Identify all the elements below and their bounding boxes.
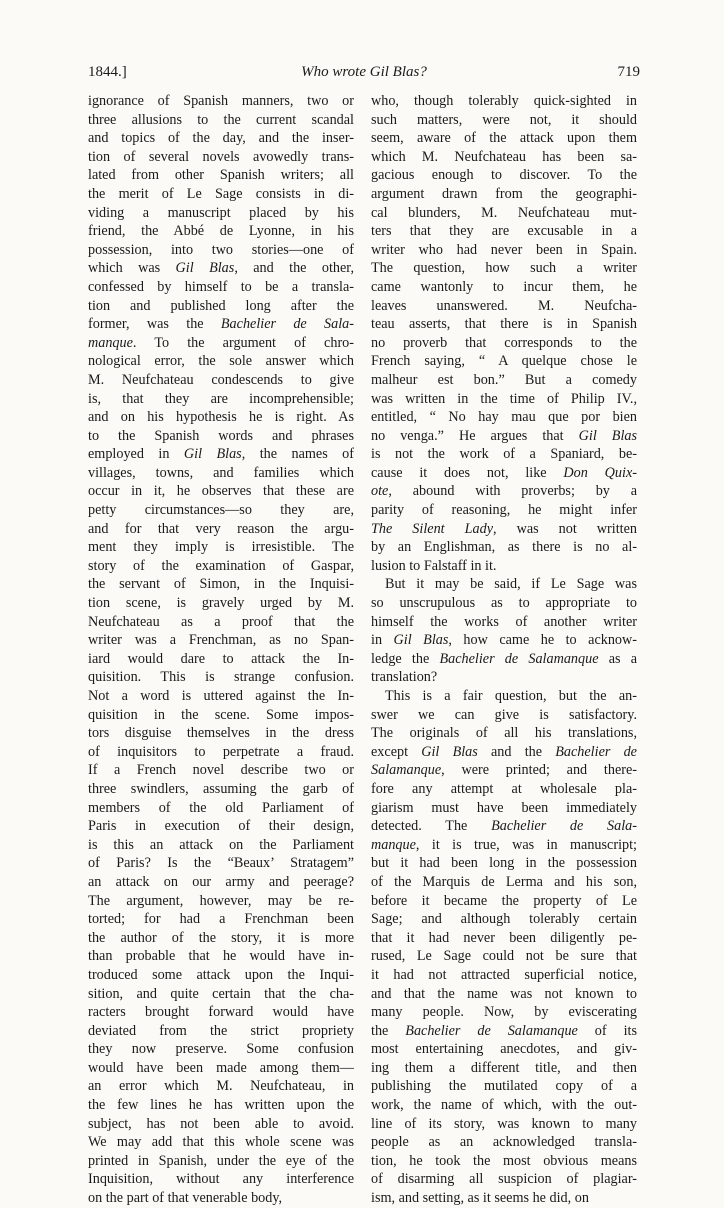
text-line: the servant of Simon, in the Inquisi- (88, 576, 354, 593)
text-line: Sage; and although tolerably certain (371, 911, 637, 928)
text-line: viding a manuscript placed by his (88, 204, 354, 221)
text-line: and topics of the day, and the inser- (88, 130, 354, 147)
text-line: racters brought forward would have (88, 1004, 354, 1021)
text-line: three allusions to the current scandal (88, 111, 354, 128)
text-line: and on his hypothesis he is right. As (88, 409, 354, 426)
text-line: manque. To the argument of chro- (88, 334, 354, 351)
text-line: tors disguise themselves in the dress (88, 725, 354, 742)
text-line: is not the work of a Spaniard, be- (371, 446, 637, 463)
text-line: printed in Spanish, under the eye of the (88, 1152, 354, 1169)
text-line: the Bachelier de Salamanque of its (371, 1022, 637, 1039)
left-column (88, 92, 354, 1208)
text-line: quisition. This is strange confusion. (88, 669, 354, 686)
text-line: The question, how such a writer (371, 260, 637, 277)
text-line: people as an acknowledged transla- (371, 1134, 637, 1151)
text-line: Neufchateau as a proof that the (88, 613, 354, 630)
text-line: than probable that he would have in- (88, 948, 354, 965)
text-line: ism, and setting, as it seems he did, on (371, 1190, 589, 1207)
text-line: The Silent Lady, was not written (371, 520, 637, 537)
text-line: the few lines he has written upon the (88, 1097, 354, 1114)
text-line: This is a fair question, but the an- (385, 688, 637, 704)
text-line: Inquisition, without any interference (88, 1171, 354, 1188)
text-line: fore any attempt at wholesale pla- (371, 780, 637, 797)
text-line: such matters, were not, it should (371, 111, 637, 128)
text-line: leaves unanswered. M. Neufcha- (371, 297, 637, 314)
text-line: The argument, however, may be re- (88, 892, 354, 909)
text-line: is this an attack on the Parliament (88, 836, 354, 853)
text-line: so unscrupulous as to appropriate to (371, 595, 637, 612)
text-line: occur in it, he observes that these are (88, 483, 354, 500)
text-line: cause it does not, like Don Quix- (371, 464, 637, 481)
text-line: deviated from the strict propriety (88, 1022, 354, 1039)
text-line: who, though tolerably quick-sighted in (371, 93, 637, 109)
text-line: and that the name was not known to (371, 985, 637, 1002)
text-line: ledge the Bachelier de Salamanque as a (371, 650, 637, 667)
text-line: But it may be said, if Le Sage was (385, 576, 637, 593)
text-line: the author of the story, it is more (88, 929, 354, 946)
text-line: the merit of Le Sage consists in di- (88, 185, 354, 202)
text-line: ment they imply is irresistible. The (88, 539, 354, 556)
text-line: manque, it is true, was in manuscript; (371, 836, 637, 853)
text-line: of disarming all suspicion of plagiar- (371, 1171, 637, 1188)
text-line: tion scene, is gravely urged by M. (88, 595, 354, 612)
text-line: they now preserve. Some confusion (88, 1041, 354, 1058)
text-line: tion of several novels avowedly trans- (88, 148, 354, 165)
text-line: which was Gil Blas, and the other, (88, 260, 354, 277)
text-line: former, was the Bachelier de Sala- (88, 316, 354, 333)
text-line: confessed by himself to be a transla- (88, 278, 354, 295)
text-line: Salamanque, were printed; and there- (371, 762, 637, 779)
text-line: lusion to Falstaff in it. (371, 557, 497, 574)
text-line: sition, and quite certain that the cha- (88, 985, 354, 1002)
text-line: writer who had never been in Spain. (371, 241, 637, 258)
text-line: publishing the mutilated copy of a (371, 1078, 637, 1095)
text-line: line of its story, was known to many (371, 1115, 637, 1132)
text-line: that it had never been diligently pe- (371, 929, 637, 946)
text-line: work, the name of which, with the out- (371, 1097, 637, 1114)
page-number: 719 (617, 64, 640, 80)
text-line: The originals of all his translations, (371, 725, 637, 742)
text-line: before it became the property of Le (371, 892, 637, 909)
text-line: possession, into two stories—one of (88, 241, 354, 258)
text-line: tion, he took the most obvious means (371, 1152, 637, 1169)
right-column (371, 92, 637, 1208)
text-line: no venga.” He argues that Gil Blas (371, 427, 637, 444)
text-line: iard would dare to attack the In- (88, 650, 354, 667)
text-line: an attack on our army and peerage? (88, 873, 354, 890)
text-line: many people. Now, by eviscerating (371, 1004, 637, 1021)
text-line: French saying, “ A quelque chose le (371, 353, 637, 370)
text-line: parity of reasoning, he might infer (371, 502, 637, 519)
text-line: which M. Neufchateau has been sa- (371, 148, 637, 165)
text-line: quisition in the scene. Some impos- (88, 706, 354, 723)
text-line: argument drawn from the geographi- (371, 185, 637, 202)
text-line: of inquisitors to perpetrate a fraud. (88, 743, 354, 760)
text-line: malheur est bon.” But a comedy (371, 371, 637, 388)
text-line: is, that they are incomprehensible; (88, 390, 354, 407)
text-line: himself the works of another writer (371, 613, 637, 630)
text-line: Paris in execution of their design, (88, 818, 354, 835)
text-line: story of the examination of Gaspar, (88, 557, 354, 574)
text-line: ing them a different title, and then (371, 1059, 637, 1076)
text-line: no proverb that corresponds to the (371, 334, 637, 351)
text-line: petty circumstances—so they are, (88, 502, 354, 519)
header-date: 1844.] (88, 64, 127, 80)
text-line: members of the old Parliament of (88, 799, 354, 816)
text-line: torted; for had a Frenchman been (88, 911, 354, 928)
text-line: translation? (371, 669, 438, 686)
text-line: swer we can give is satisfactory. (371, 706, 637, 723)
text-line: it had not attracted superficial notice, (371, 966, 637, 983)
text-line: lated from other Spanish writers; all (88, 167, 354, 184)
text-line: seem, aware of the attack upon them (371, 130, 637, 147)
text-line: on the part of that venerable body, (88, 1190, 283, 1207)
text-line: ters that they are excusable in a (371, 223, 637, 240)
text-line: M. Neufchateau condescends to give (88, 371, 354, 388)
text-line: friend, the Abbé de Lyonne, in his (88, 223, 354, 240)
text-line: of Paris? Is the “Beaux’ Stratagem” (88, 855, 354, 872)
text-line: employed in Gil Blas, the names of (88, 446, 354, 463)
text-line: writer was a Frenchman, as no Span- (88, 632, 354, 649)
header-title: Who wrote Gil Blas? (301, 64, 427, 80)
text-line: would have been made among them— (88, 1059, 354, 1076)
running-head (88, 64, 640, 86)
text-line: by an Englishman, as there is no al- (371, 539, 637, 556)
text-line: most entertaining anecdotes, and giv- (371, 1041, 637, 1058)
text-line: If a French novel describe two or (88, 762, 354, 779)
text-line: tion and published long after the (88, 297, 354, 314)
text-line: giarism must have been immediately (371, 799, 637, 816)
text-line: to the Spanish words and phrases (88, 427, 354, 444)
text-line: in Gil Blas, how came he to acknow- (371, 632, 637, 649)
text-line: entitled, “ No hay mau que por bien (371, 409, 637, 426)
text-line: of the Marquis de Lerma and his son, (371, 873, 637, 890)
text-line: ignorance of Spanish manners, two or (88, 93, 354, 109)
text-line: was written in the time of Philip IV., (371, 390, 637, 407)
text-line: teau asserts, that there is in Spanish (371, 316, 637, 333)
text-line: nological error, the sole answer which (88, 353, 354, 370)
text-line: except Gil Blas and the Bachelier de (371, 743, 637, 760)
text-line: an error which M. Neufchateau, in (88, 1078, 354, 1095)
text-line: troduced some attack upon the Inqui- (88, 966, 354, 983)
text-line: and for that very reason the argu- (88, 520, 354, 537)
text-line: three swindlers, assuming the garb of (88, 780, 354, 797)
text-line: Not a word is uttered against the In- (88, 688, 354, 704)
text-line: ote, abound with proverbs; by a (371, 483, 637, 500)
text-line: came wantonly to incur them, he (371, 278, 637, 295)
text-line: subject, has not been able to avoid. (88, 1115, 354, 1132)
text-line: rused, Le Sage could not be sure that (371, 948, 637, 965)
text-line: but it had been long in the possession (371, 855, 637, 872)
text-line: gacious enough to discover. To the (371, 167, 637, 184)
text-line: villages, towns, and families which (88, 464, 354, 481)
text-line: detected. The Bachelier de Sala- (371, 818, 637, 835)
text-line: We may add that this whole scene was (88, 1134, 354, 1151)
text-line: cal blunders, M. Neufchateau mut- (371, 204, 637, 221)
